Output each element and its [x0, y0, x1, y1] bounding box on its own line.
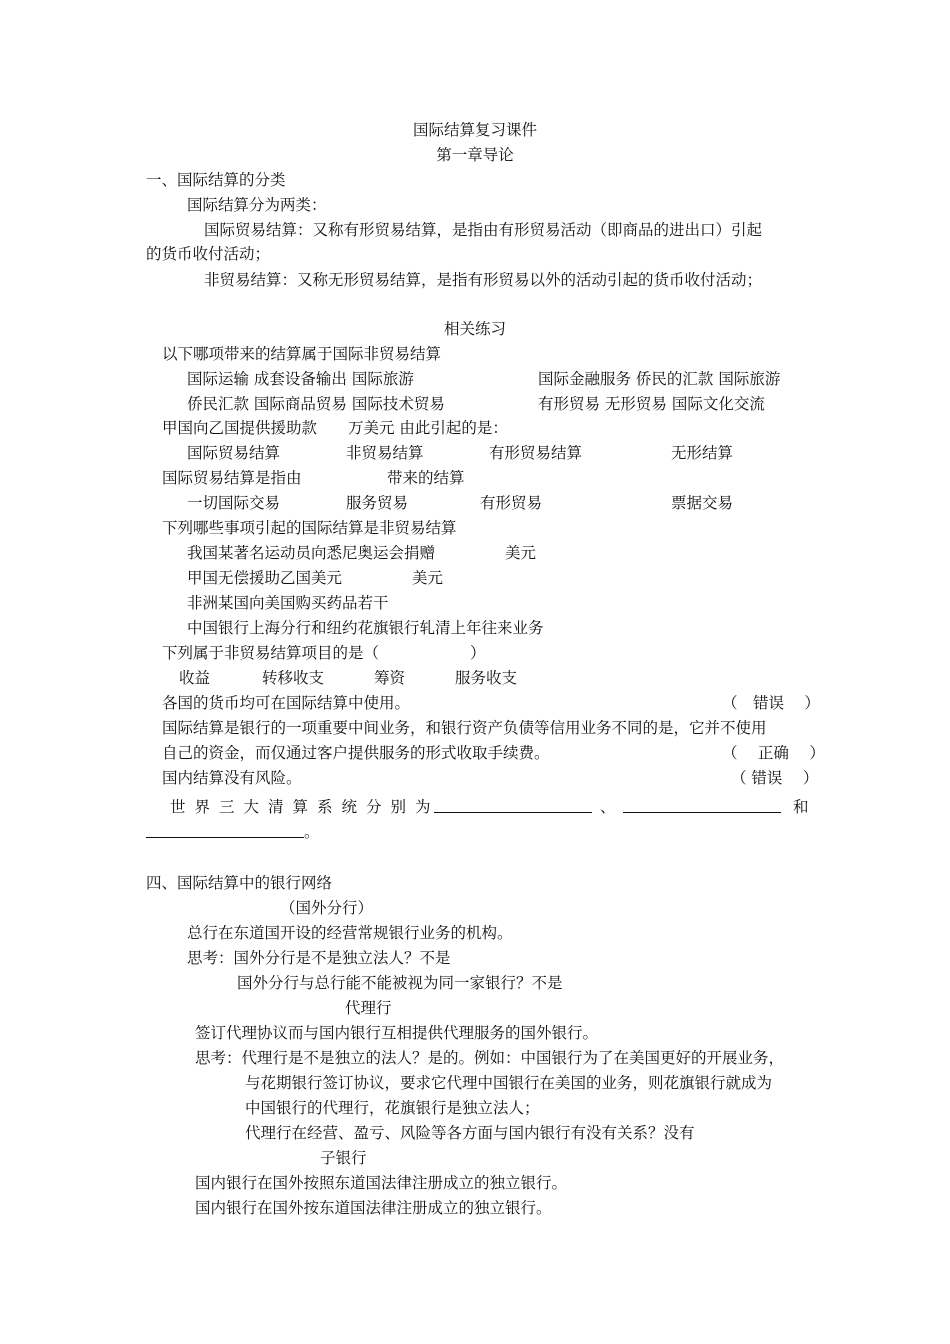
option: 一切国际交易: [187, 494, 281, 512]
true-false-1: 各国的货币均可在国际结算中使用。: [162, 694, 411, 712]
option: 票据交易: [671, 494, 734, 512]
section-heading-classification: 一、国际结算的分类: [146, 171, 286, 189]
question-3-tail: 带来的结算: [387, 469, 465, 487]
option: 收益: [179, 669, 211, 687]
question-5-close: ）: [470, 644, 486, 662]
option: 国际贸易结算: [187, 444, 281, 462]
option: 有形贸易结算: [489, 444, 583, 462]
fill-in-question: 世界三大清算系统分别为: [170, 798, 440, 816]
question-2: 甲国向乙国提供援助款: [162, 419, 318, 437]
option: 甲国无偿援助乙国美元: [187, 569, 343, 587]
paragraph: 非贸易结算：又称无形贸易结算，是指有形贸易以外的活动引起的货币收付活动；: [204, 271, 763, 289]
paragraph: 的货币收付活动；: [146, 245, 271, 263]
paragraph: 国外分行与总行能不能被视为同一家银行？不是: [237, 974, 563, 992]
paragraph: 与花期银行签订协议，要求它代理中国银行在美国的业务，则花旗银行就成为: [245, 1074, 773, 1092]
subheading-correspondent-bank: 代理行: [345, 999, 392, 1017]
option: 筹资: [374, 669, 406, 687]
option: 有形贸易: [480, 494, 543, 512]
option: 无形结算: [671, 444, 734, 462]
question-2-tail: 万美元 由此引起的是：: [348, 419, 508, 437]
option: 侨民汇款 国际商品贸易 国际技术贸易: [187, 395, 445, 413]
option: 国际运输 成套设备输出 国际旅游: [187, 370, 414, 388]
option: 转移收支: [262, 669, 325, 687]
option: 有形贸易 无形贸易 国际文化交流: [538, 395, 765, 413]
true-false-1-answer: （ 错误 ）: [722, 694, 820, 712]
option: 中国银行上海分行和纽约花旗银行轧清上年往来业务: [187, 619, 544, 637]
paragraph: 思考：代理行是不是独立的法人？是的。例如：中国银行为了在美国更好的开展业务，: [195, 1049, 785, 1067]
exercise-heading: 相关练习: [443, 320, 506, 338]
fill-blank-2: [623, 797, 781, 813]
option: 非贸易结算: [346, 444, 424, 462]
fill-end: 。: [304, 823, 320, 841]
option: 非洲某国向美国购买药品若干: [187, 594, 389, 612]
question-1: 以下哪项带来的结算属于国际非贸易结算: [162, 345, 442, 363]
true-false-2: 国际结算是银行的一项重要中间业务，和银行资产负债等信用业务不同的是，它并不使用: [162, 719, 767, 737]
true-false-3: 国内结算没有风险。: [162, 769, 302, 787]
paragraph: 总行在东道国开设的经营常规银行业务的机构。: [187, 924, 513, 942]
option-tail: 美元: [412, 569, 444, 587]
paragraph: 国内银行在国外按东道国法律注册成立的独立银行。: [195, 1199, 552, 1217]
fill-separator: 、: [600, 798, 616, 816]
subheading-subsidiary-bank: 子银行: [320, 1149, 367, 1167]
option: 我国某著名运动员向悉尼奥运会捐赠: [187, 544, 436, 562]
paragraph: 中国银行的代理行，花旗银行是独立法人；: [245, 1099, 540, 1117]
document-title: 国际结算复习课件: [412, 121, 537, 139]
true-false-2-answer: （ 正确 ）: [722, 744, 825, 762]
chapter-title: 第一章导论: [436, 146, 514, 164]
paragraph: 国际结算分为两类：: [187, 196, 327, 214]
paragraph: 代理行在经营、盈亏、风险等各方面与国内银行有没有关系？没有: [245, 1124, 695, 1142]
true-false-3-answer: （ 错误 ）: [731, 769, 819, 787]
fill-blank-1: [434, 797, 592, 813]
paragraph: 思考：国外分行是不是独立法人？不是: [187, 949, 451, 967]
question-3: 国际贸易结算是指由: [162, 469, 302, 487]
subheading-overseas-branch: （国外分行）: [280, 899, 374, 917]
option: 服务贸易: [346, 494, 409, 512]
paragraph: 签订代理协议而与国内银行互相提供代理服务的国外银行。: [195, 1024, 599, 1042]
true-false-2-cont: 自己的资金，而仅通过客户提供服务的形式收取手续费。: [162, 744, 550, 762]
paragraph: 国际贸易结算：又称有形贸易结算，是指由有形贸易活动（即商品的进出口）引起: [204, 221, 763, 239]
paragraph: 国内银行在国外按照东道国法律注册成立的独立银行。: [195, 1174, 568, 1192]
option: 服务收支: [455, 669, 518, 687]
fill-blank-3: [146, 822, 304, 838]
option-tail: 美元: [505, 544, 537, 562]
section-heading-bank-network: 四、国际结算中的银行网络: [146, 874, 333, 892]
question-5: 下列属于非贸易结算项目的是（: [162, 644, 380, 662]
question-4: 下列哪些事项引起的国际结算是非贸易结算: [162, 519, 457, 537]
fill-and: 和: [793, 798, 809, 816]
option: 国际金融服务 侨民的汇款 国际旅游: [538, 370, 781, 388]
